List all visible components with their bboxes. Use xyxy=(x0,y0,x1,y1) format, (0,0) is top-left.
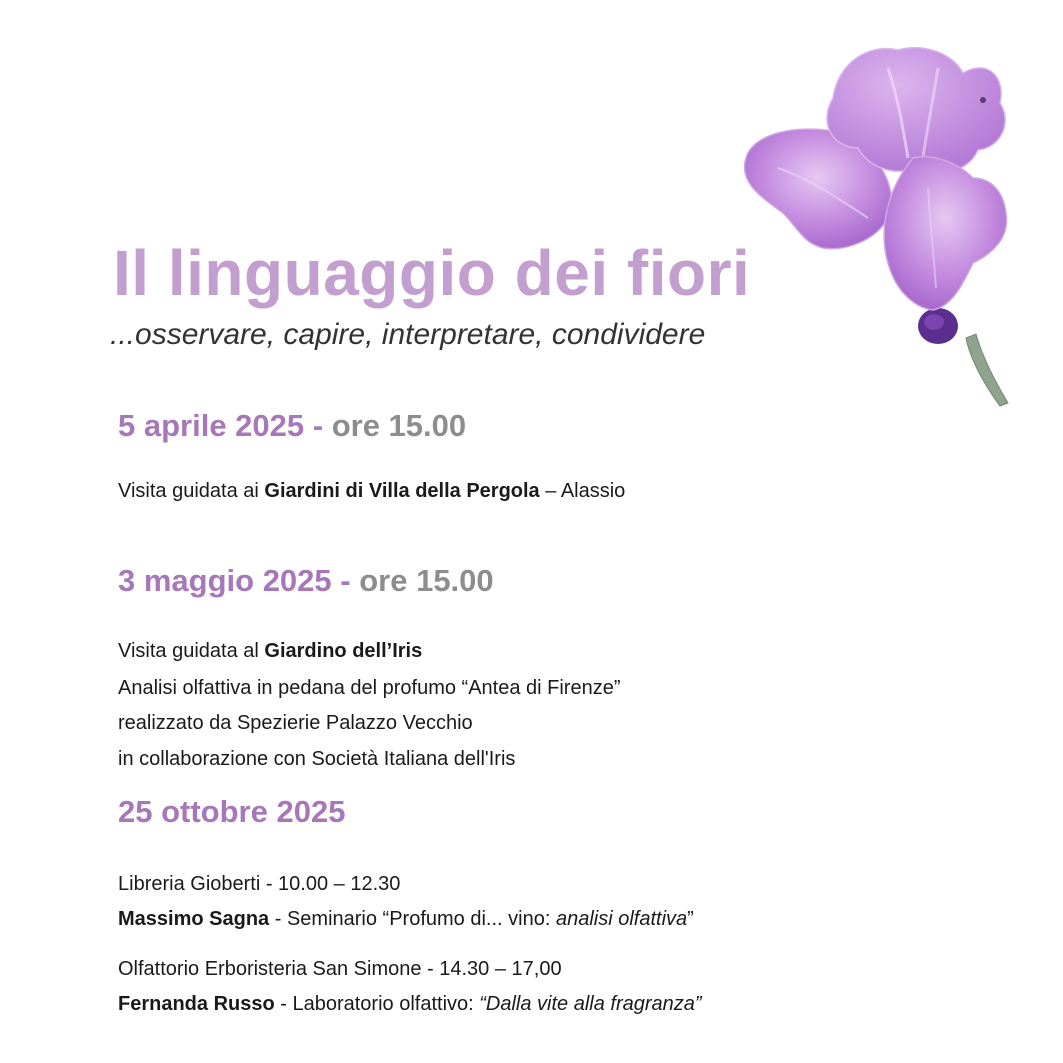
event-1-time: ore 15.00 xyxy=(331,408,467,443)
event-2-line-2: Analisi olfattiva in pedana del profumo “Antea di Firenze” xyxy=(118,677,621,699)
event-1-date: 5 aprile 2025 xyxy=(118,408,305,443)
event-1-separator: - xyxy=(304,408,332,443)
event-1-heading xyxy=(118,407,466,444)
page-subtitle: ...osservare, capire, interpretare, condividere xyxy=(110,318,706,351)
page-title: Il linguaggio dei fiori xyxy=(113,237,751,309)
text-segment: Visita guidata al xyxy=(118,640,265,662)
event-3-date: 25 ottobre 2025 xyxy=(118,794,346,829)
event-2-line-3: realizzato da Spezierie Palazzo Vecchio xyxy=(118,712,473,734)
event-3-line-1: Libreria Gioberti - 10.00 – 12.30 xyxy=(118,873,401,895)
event-2-separator: - xyxy=(331,563,360,598)
event-3-heading xyxy=(118,793,345,830)
iris-flower-image xyxy=(738,38,1018,418)
text-segment: analisi olfattiva xyxy=(555,908,688,930)
text-segment: “Dalla vite alla fragranza” xyxy=(479,993,702,1015)
event-2-line-4: in collaborazione con Società Italiana dell'Iris xyxy=(118,748,516,770)
venue-name: Giardini di Villa della Pergola xyxy=(264,480,540,502)
text-segment: ” xyxy=(687,908,694,930)
text-segment: – Alassio xyxy=(539,480,626,502)
speaker-name: Fernanda Russo xyxy=(118,993,275,1015)
speaker-name: Massimo Sagna xyxy=(118,908,270,930)
event-1-line-1 xyxy=(118,479,625,503)
event-2-heading xyxy=(118,562,494,599)
text-segment: Visita guidata ai xyxy=(118,480,265,502)
text-segment: - Laboratorio olfattivo: xyxy=(274,993,480,1015)
event-2-date: 3 maggio 2025 xyxy=(118,563,332,598)
event-3-line-2 xyxy=(118,907,694,931)
text-segment: - Seminario “Profumo di... vino: xyxy=(269,908,556,930)
event-3-line-3: Olfattorio Erboristeria San Simone - 14.30 – 17,00 xyxy=(118,958,562,980)
venue-name: Giardino dell’Iris xyxy=(264,640,423,662)
event-2-line-1 xyxy=(118,639,422,663)
event-3-line-4 xyxy=(118,992,702,1016)
event-2-time: ore 15.00 xyxy=(359,563,494,598)
